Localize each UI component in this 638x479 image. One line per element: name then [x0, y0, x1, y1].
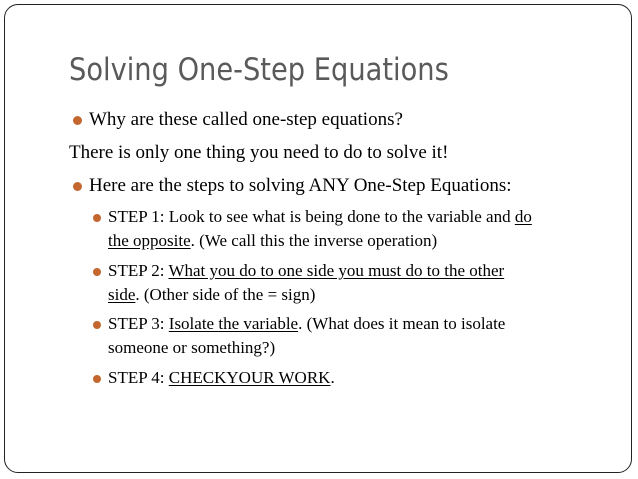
step2-line2	[108, 285, 315, 305]
sub-bullet-dot	[93, 375, 101, 383]
step2-text-a: STEP 2:	[108, 261, 169, 280]
step1-underline-b: the opposite	[108, 231, 191, 250]
question-text: Why are these called one-step equations?	[89, 109, 403, 130]
step1-text-b: . (We call this the inverse operation)	[190, 231, 438, 250]
step3-text-a: STEP 3:	[108, 314, 169, 333]
step3-underline: Isolate the variable	[168, 314, 299, 333]
step4-text-a: STEP 4:	[108, 368, 169, 387]
step1-line1	[108, 207, 532, 227]
step3-line2: someone or something?)	[108, 338, 276, 357]
sub-bullet-dot	[93, 268, 101, 276]
bullet-dot	[73, 116, 82, 125]
step4-text-b: .	[330, 368, 335, 387]
step4-underline: CHECKYOUR WORK	[168, 368, 331, 387]
step2-text-b: . (Other side of the = sign)	[135, 285, 316, 304]
bullet-dot	[73, 182, 82, 191]
steps-intro-text: Here are the steps to solving ANY One-Step Equations:	[89, 175, 512, 196]
answer-text: There is only one thing you need to do to solve it!	[69, 142, 449, 163]
step1-text-a: STEP 1: Look to see what is being done to the variable and	[108, 207, 515, 226]
step3-text-b: . (What does it mean to isolate	[298, 314, 506, 333]
sub-bullet-dot	[93, 214, 101, 222]
step1-underline-a: do	[514, 207, 532, 226]
step4-line1	[108, 368, 335, 388]
slide-title: Solving One-Step Equations	[69, 52, 449, 88]
step2-underline-a: What you do to one side you must do to the other	[168, 261, 505, 280]
step2-underline-b: side	[108, 285, 136, 304]
step3-line1	[108, 314, 505, 334]
step1-line2	[108, 231, 437, 251]
sub-bullet-dot	[93, 321, 101, 329]
step2-line1	[108, 261, 504, 281]
